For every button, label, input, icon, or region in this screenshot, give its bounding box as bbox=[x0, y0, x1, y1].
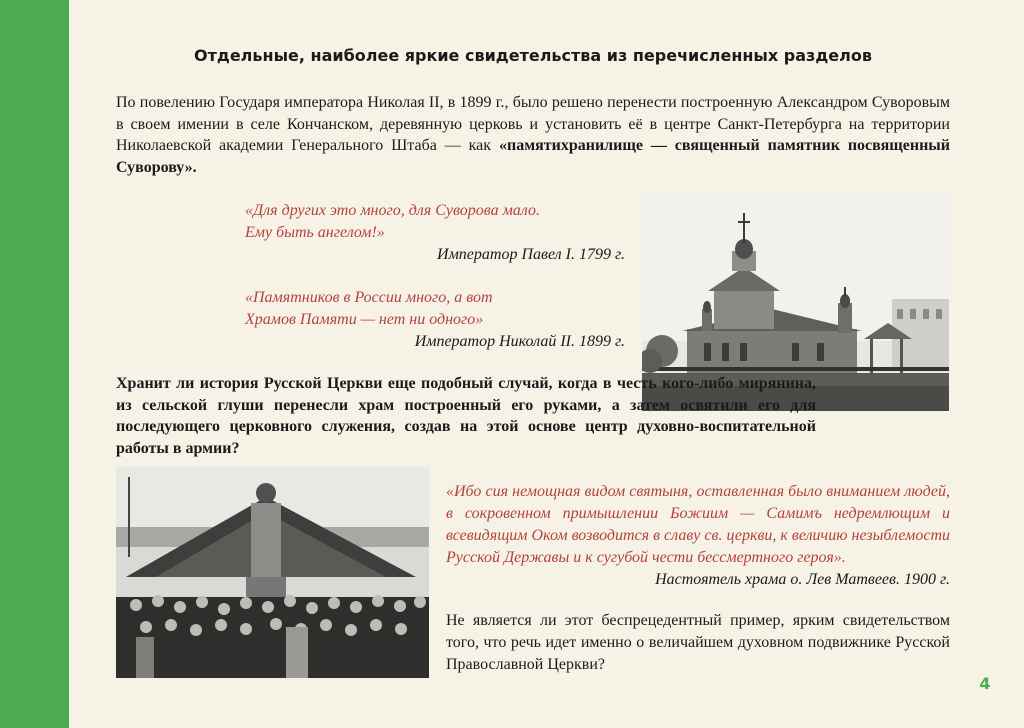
question-paragraph-1: Хранит ли история Русской Церкви еще подобный случай, когда в честь кого-либо мирянина, из сельской глуши перенесли храм построенный его руками, а затем освятили его для последующего церковного служения, создав на этой основе центр духовно-воспитательной работы в армии? bbox=[116, 375, 816, 457]
quote-author: Император Павел I. 1799 г. bbox=[437, 246, 625, 263]
intro-text: По повелению Государя императора Николая II, в 1899 г., было решено перенести построенную Александром Суворовым в своем имении в селе Кончанском, деревянную церковь и установить её в центре Санкт-Петербурга на территории Николаевской академии Генерального Штаба — как bbox=[116, 94, 950, 154]
quote-text: «Ибо сия немощная видом святыня, оставленная было вниманием людей, в сокровенном примышлении Божиим — Самимъ недремлющим и всевидящим Оком возводится в славу св. церкви, к величию незыблемости Русской Державы и к сугубой чести бессмертного героя». bbox=[446, 483, 950, 566]
intro-paragraph bbox=[116, 92, 950, 178]
quote-line: Храмов Памяти — нет ни одного» bbox=[245, 311, 484, 328]
quote-line: «Для других это много, для Суворова мало. bbox=[245, 202, 540, 219]
page-title: Отдельные, наиболее яркие свидетельства из перечисленных разделов bbox=[194, 46, 872, 65]
quote-author: Настоятель храма о. Лев Матвеев. 1900 г. bbox=[655, 571, 950, 588]
quote-matveev bbox=[446, 481, 950, 591]
question-paragraph-2: Не является ли этот беспрецедентный пример, ярким свидетельством того, что речь идет именно о величайшем духовном подвижнике Русской Православной Церкви? bbox=[446, 612, 950, 673]
intro-emphasis: «памятихранилище — священный памятник посвященный Суворову». bbox=[116, 137, 951, 176]
page-number: 4 bbox=[979, 674, 991, 693]
green-side-stripe bbox=[0, 0, 69, 728]
quote-nicholas bbox=[245, 287, 625, 353]
quote-line: Ему быть ангелом!» bbox=[245, 224, 385, 241]
quote-paul bbox=[245, 200, 625, 266]
quote-author: Император Николай II. 1899 г. bbox=[414, 333, 625, 350]
quote-line: «Памятников в России много, а вот bbox=[245, 289, 493, 306]
historic-crowd-photo bbox=[116, 467, 429, 678]
